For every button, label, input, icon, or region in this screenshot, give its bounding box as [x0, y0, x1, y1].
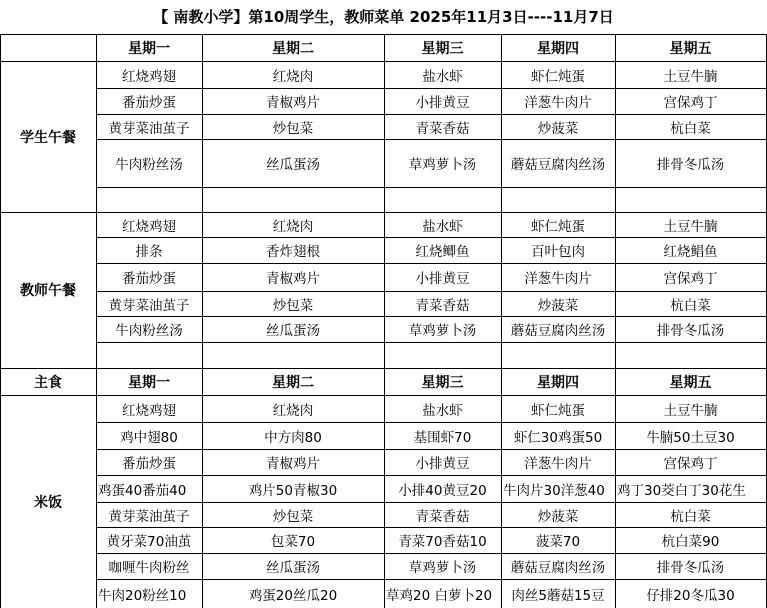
menu-cell — [202, 342, 384, 368]
menu-cell: 洋葱牛肉片 — [524, 271, 592, 287]
menu-cell: 炒包菜 — [272, 508, 314, 525]
menu-cell: 咖喱牛肉粉丝 — [108, 560, 190, 576]
menu-cell: 草鸡萝卜汤 — [408, 560, 477, 576]
menu-cell: 红烧鲳鱼 — [663, 244, 718, 260]
menu-cell: 丝瓜蛋汤 — [266, 323, 320, 339]
menu-cell — [501, 342, 615, 368]
menu-cell: 牛腩50土豆30 — [646, 429, 735, 446]
menu-cell: 杭白菜 — [670, 508, 711, 525]
menu-cell: 青椒鸡片 — [266, 271, 320, 287]
menu-cell: 仔排20冬瓜30 — [646, 587, 735, 604]
menu-cell: 蘑菇豆腐肉丝汤 — [510, 560, 606, 576]
day-header: 星期五 — [669, 40, 712, 57]
section-label-rice: 米饭 — [34, 494, 62, 511]
menu-cell: 牛肉20粉丝10 — [98, 587, 187, 604]
day-header: 星期三 — [421, 374, 464, 391]
menu-cell — [615, 342, 766, 368]
day-header: 星期五 — [669, 374, 712, 391]
menu-cell — [384, 342, 501, 368]
menu-cell: 红烧肉 — [272, 218, 314, 235]
menu-cell: 炒包菜 — [272, 297, 314, 314]
menu-cell: 红烧鲫鱼 — [415, 244, 470, 260]
menu-cell: 土豆牛腩 — [663, 218, 718, 235]
menu-cell: 牛肉片30洋葱40 — [503, 482, 605, 499]
menu-cell: 牛肉粉丝汤 — [115, 157, 183, 173]
menu-cell — [501, 187, 615, 212]
menu-cell — [615, 187, 766, 212]
menu-cell: 鸡中翅80 — [120, 429, 178, 446]
section-label-student: 学生午餐 — [20, 129, 76, 146]
menu-cell: 鸡丁30茭白丁30花生 — [617, 482, 746, 499]
menu-cell: 青椒鸡片 — [266, 456, 320, 472]
menu-cell: 盐水虾 — [422, 402, 463, 419]
menu-cell: 小排黄豆 — [415, 456, 470, 472]
menu-cell: 排条 — [135, 244, 163, 260]
menu-cell: 青菜香菇 — [415, 508, 470, 525]
menu-cell: 排骨冬瓜汤 — [656, 323, 725, 339]
menu-cell: 牛肉粉丝汤 — [115, 323, 183, 339]
menu-cell: 包菜70 — [270, 534, 316, 550]
menu-cell: 杭白菜 — [670, 297, 711, 314]
menu-cell: 草鸡萝卜汤 — [408, 323, 477, 339]
day-header: 星期二 — [272, 40, 314, 57]
menu-cell: 菠菜70 — [535, 534, 581, 550]
menu-cell: 青菜70香菇10 — [398, 534, 487, 550]
menu-cell: 青菜香菇 — [415, 297, 470, 314]
menu-cell: 土豆牛腩 — [663, 402, 718, 419]
menu-cell: 虾仁30鸡蛋50 — [513, 429, 603, 446]
menu-cell: 小排40黄豆20 — [398, 482, 487, 499]
menu-cell: 杭白菜 — [670, 120, 711, 137]
menu-cell: 鸡蛋40番茄40 — [98, 482, 187, 499]
menu-cell: 排骨冬瓜汤 — [656, 560, 725, 576]
menu-cell: 宫保鸡丁 — [663, 456, 718, 472]
menu-title: 【 南教小学】第10周学生，教师菜单 2025年11月3日----11月7日 — [153, 8, 614, 26]
staple-header: 主食 — [34, 374, 62, 391]
menu-cell: 草鸡萝卜汤 — [408, 157, 477, 173]
menu-cell: 黄牙菜70油茧 — [106, 534, 192, 550]
menu-cell: 虾仁炖蛋 — [531, 402, 585, 419]
day-header: 星期二 — [272, 374, 314, 391]
day-header: 星期四 — [537, 374, 579, 391]
menu-cell: 盐水虾 — [422, 218, 463, 235]
menu-cell: 红烧鸡翅 — [122, 218, 176, 235]
menu-cell: 青菜香菇 — [415, 120, 470, 137]
menu-cell — [384, 187, 501, 212]
menu-cell: 炒菠菜 — [537, 508, 579, 525]
menu-cell: 炒菠菜 — [537, 120, 579, 137]
menu-cell: 肉丝5蘑菇15豆 — [511, 587, 605, 604]
menu-cell: 中方肉80 — [264, 429, 322, 446]
menu-cell: 红烧鸡翅 — [122, 68, 176, 85]
menu-cell: 宫保鸡丁 — [663, 271, 718, 287]
menu-cell: 草鸡20 白萝卜20 — [386, 587, 493, 604]
menu-cell: 番茄炒蛋 — [122, 456, 176, 472]
menu-cell: 基围虾70 — [413, 429, 472, 446]
menu-cell: 炒包菜 — [272, 120, 314, 137]
menu-cell: 黄芽菜油茧子 — [108, 120, 190, 137]
menu-cell: 黄芽菜油茧子 — [108, 508, 190, 525]
menu-cell: 香炸翅根 — [266, 244, 320, 260]
menu-cell: 黄芽菜油茧子 — [108, 297, 190, 314]
menu-cell: 红烧鸡翅 — [122, 402, 176, 419]
menu-cell: 洋葱牛肉片 — [524, 95, 592, 111]
menu-cell: 丝瓜蛋汤 — [266, 157, 320, 173]
menu-cell: 番茄炒蛋 — [122, 271, 176, 287]
day-header: 星期三 — [421, 40, 464, 57]
day-header: 星期一 — [128, 40, 170, 57]
menu-cell: 杭白菜90 — [661, 534, 720, 550]
menu-cell: 小排黄豆 — [415, 271, 470, 287]
menu-cell: 虾仁炖蛋 — [531, 218, 585, 235]
menu-cell: 排骨冬瓜汤 — [656, 157, 725, 173]
menu-cell: 炒菠菜 — [537, 297, 579, 314]
menu-cell: 红烧肉 — [272, 68, 314, 85]
menu-cell — [96, 187, 202, 212]
menu-cell: 虾仁炖蛋 — [531, 68, 585, 85]
menu-cell: 土豆牛腩 — [663, 68, 718, 85]
menu-cell: 宫保鸡丁 — [663, 95, 718, 111]
section-label-teacher: 教师午餐 — [20, 283, 76, 299]
menu-cell: 鸡蛋20丝瓜20 — [248, 587, 338, 604]
menu-cell: 百叶包肉 — [531, 244, 585, 260]
menu-cell — [96, 342, 202, 368]
menu-cell: 蘑菇豆腐肉丝汤 — [510, 157, 606, 173]
menu-cell: 蘑菇豆腐肉丝汤 — [510, 323, 606, 339]
menu-cell — [202, 187, 384, 212]
menu-cell: 洋葱牛肉片 — [524, 456, 592, 472]
menu-cell: 盐水虾 — [422, 68, 463, 85]
menu-cell: 青椒鸡片 — [266, 95, 320, 111]
menu-cell: 鸡片50青椒30 — [248, 482, 338, 499]
menu-cell: 丝瓜蛋汤 — [266, 560, 320, 576]
menu-cell: 小排黄豆 — [415, 95, 470, 111]
day-header: 星期四 — [537, 40, 579, 57]
menu-cell: 红烧肉 — [272, 402, 314, 419]
menu-cell: 番茄炒蛋 — [122, 95, 176, 111]
day-header: 星期一 — [128, 374, 170, 391]
